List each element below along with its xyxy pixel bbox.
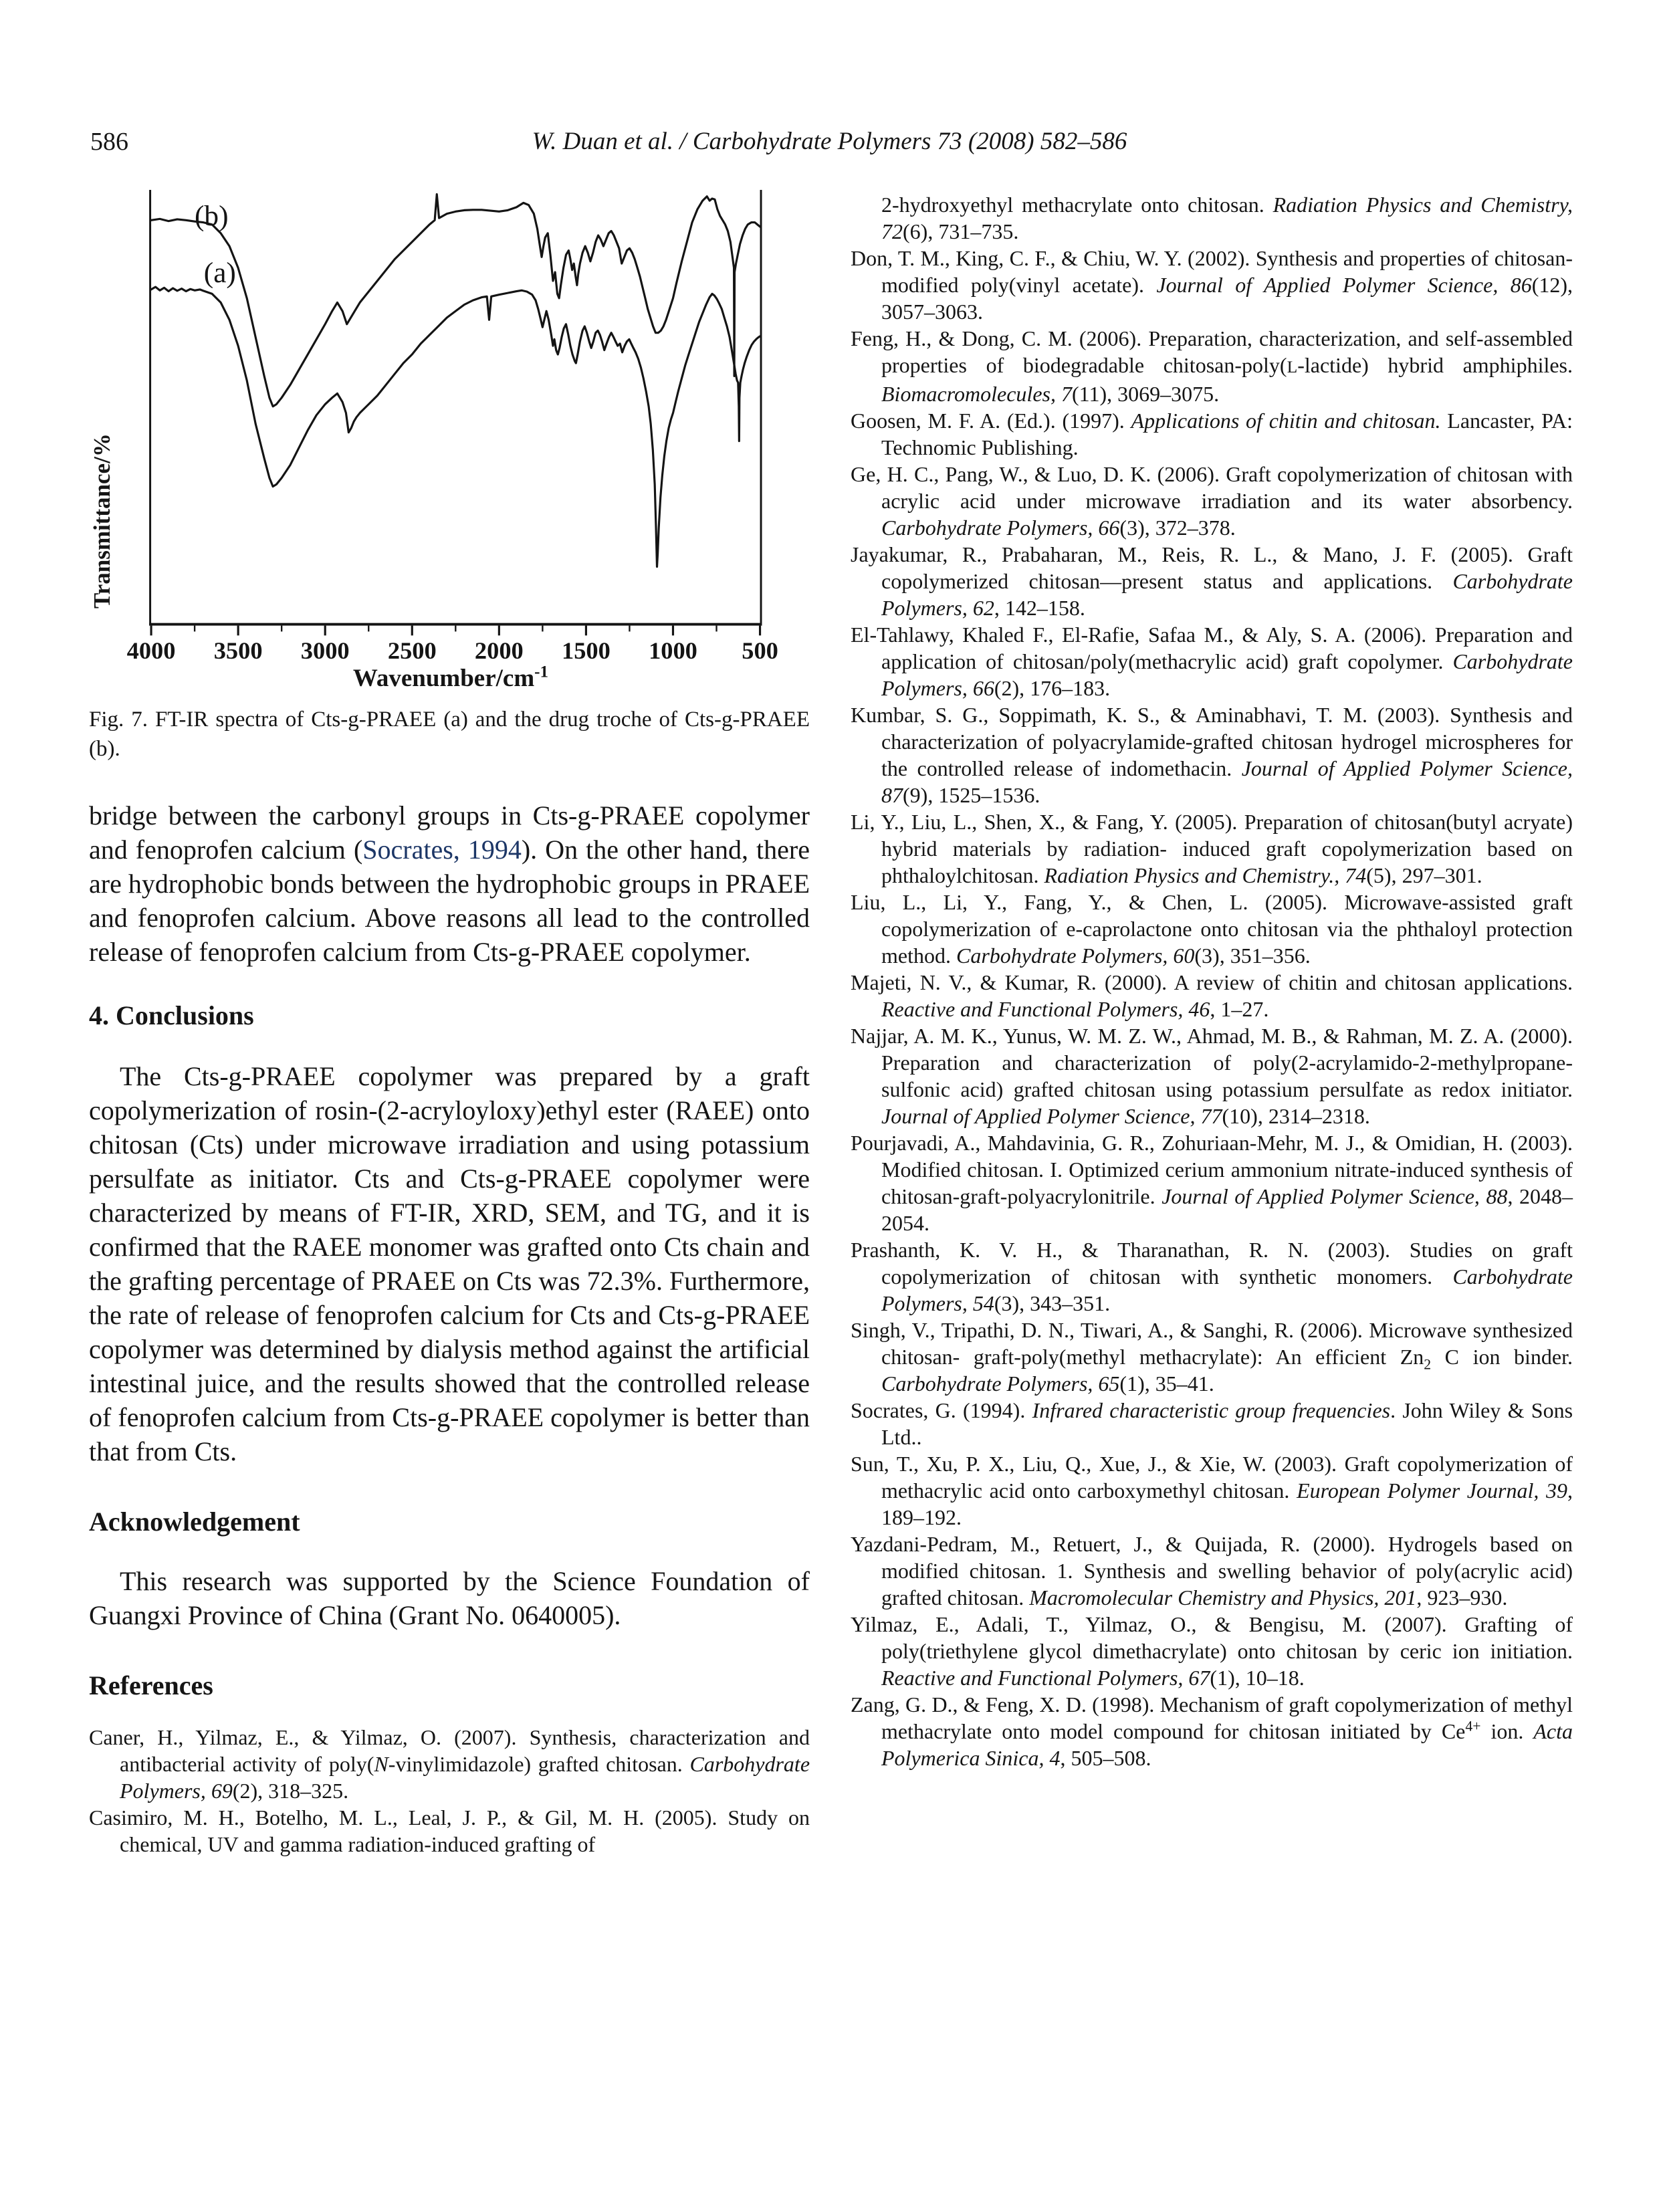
reference-entry: 2-hydroxyethyl methacrylate onto chitosan. Radiation Physics and Chemistry, 72(6), 731–735. (881, 193, 1573, 243)
reference-entry: Pourjavadi, A., Mahdavinia, G. R., Zohuriaan-Mehr, M. J., & Omidian, H. (2003). Modified chitosan. I. Optimized cerium ammonium nitrate-induced synthesis of chitosan-graft-polyacrylonitrile. Journal of Applied Polymer Science, 88, 2048–2054. (851, 1131, 1573, 1235)
x-tick-label: 500 (742, 637, 778, 664)
reference-entry: Goosen, M. F. A. (Ed.). (1997). Applications of chitin and chitosan. Lancaster, PA: Technomic Publishing. (851, 409, 1573, 459)
spectrum-curve (151, 287, 760, 566)
reference-entry: Socrates, G. (1994). Infrared characteristic group frequencies. John Wiley & Sons Ltd.. (851, 1398, 1573, 1449)
figure-caption: Fig. 7. FT-IR spectra of Cts-g-PRAEE (a) and the drug troche of Cts-g-PRAEE (b). (89, 707, 810, 761)
x-tick-label: 3000 (300, 637, 350, 664)
body-paragraph: bridge between the carbonyl groups in Cts-g-PRAEE copolymer and fenoprofen calcium (Socrates, 1994). On the other hand, there are hydrophobic bonds between the hydrophobic groups in PRAEE and fenoprofen calcium. Above reasons all lead to the controlled release of fenoprofen calcium from Cts-g-PRAEE copolymer. (89, 800, 810, 967)
reference-entry: El-Tahlawy, Khaled F., El-Rafie, Safaa M., & Aly, S. A. (2006). Preparation and application of chitosan/poly(methacrylic acid) graft copolymer. Carbohydrate Polymers, 66(2), 176–183. (851, 623, 1573, 700)
reference-entry: Casimiro, M. H., Botelho, M. L., Leal, J. P., & Gil, M. H. (2005). Study on chemical, UV and gamma radiation-induced grafting of (89, 1805, 810, 1856)
x-tick-label: 1000 (649, 637, 697, 664)
reference-entry: Zang, G. D., & Feng, X. D. (1998). Mechanism of graft copolymerization of methyl methacrylate onto model compound for chitosan initiated by $Ce^{4+}$ ion. Acta Polymerica Sinica, 4, 505–508. (851, 1692, 1573, 1770)
reference-entry: Majeti, N. V., & Kumar, R. (2000). A review of chitin and chitosan applications. Reactive and Functional Polymers, 46, 1–27. (851, 970, 1573, 1021)
x-tick-label: 2500 (387, 637, 437, 664)
citation-link[interactable]: Socrates, 1994 (362, 834, 522, 865)
panel-label-b: (b) (195, 200, 229, 233)
running-head: W. Duan et al. / Carbohydrate Polymers 73 (2008) 582–586 (532, 128, 1127, 155)
reference-entry: Li, Y., Liu, L., Shen, X., & Fang, Y. (2005). Preparation of chitosan(butyl acryate) hybrid materials by radiation- induced graft copolymerization based on phthaloylchitosan. Radiation Physics and Chemistry., 74(5), 297–301. (851, 810, 1573, 887)
reference-entry: Ge, H. C., Pang, W., & Luo, D. K. (2006). Graft copolymerization of chitosan with acrylic acid under microwave irradiation and its water absorbency. Carbohydrate Polymers, 66(3), 372–378. (851, 462, 1573, 540)
reference-entry: Feng, H., & Dong, C. M. (2006). Preparation, characterization, and self-assembled properties of biodegradable chitosan-poly(L-lactide) hybrid amphiphiles. Biomacromolecules, 7(11), 3069–3075. (851, 326, 1573, 406)
section-heading-references: References (89, 1670, 213, 1700)
ftir-plot (112, 189, 783, 664)
references-list-left (89, 1724, 810, 1858)
references-list-right (851, 191, 1573, 1771)
conclusions-paragraph: The Cts-g-PRAEE copolymer was prepared by a graft copolymerization of rosin-(2-acryloyloxy)ethyl ester (RAEE) onto chitosan (Cts) under microwave irradiation and using potassium persulfate as initiator. Cts and Cts-g-PRAEE copolymer were characterized by means of FT-IR, XRD, SEM, and TG, and it is confirmed that the RAEE monomer was grafted onto Cts chain and the grafting percentage of PRAEE on Cts was 72.3%. Furthermore, the rate of release of fenoprofen calcium for Cts and Cts-g-PRAEE copolymer was determined by dialysis method against the artificial intestinal juice, and the results showed that the controlled release of fenoprofen calcium from Cts-g-PRAEE copolymer is better than that from Cts. (89, 1061, 810, 1466)
reference-entry: Najjar, A. M. K., Yunus, W. M. Z. W., Ahmad, M. B., & Rahman, M. Z. A. (2000). Preparation and characterization of poly(2-acrylamido-2-methylpropane-sulfonic acid) grafted chitosan using potassium persulfate as redox initiator. Journal of Applied Polymer Science, 77(10), 2314–2318. (851, 1024, 1573, 1128)
reference-entry: Sun, T., Xu, P. X., Liu, Q., Xue, J., & Xie, W. (2003). Graft copolymerization of methacrylic acid onto carboxymethyl chitosan. European Polymer Journal, 39, 189–192. (851, 1452, 1573, 1529)
reference-entry: Liu, L., Li, Y., Fang, Y., & Chen, L. (2005). Microwave-assisted graft copolymerization of e-caprolactone onto chitosan via the phthaloyl protection method. Carbohydrate Polymers, 60(3), 351–356. (851, 890, 1573, 968)
reference-entry: Kumbar, S. G., Soppimath, K. S., & Aminabhavi, T. M. (2003). Synthesis and characterization of polyacrylamide-grafted chitosan hydrogel microspheres for the controlled release of indomethacin. Journal of Applied Polymer Science, 87(9), 1525–1536. (851, 703, 1573, 807)
reference-entry: Yazdani-Pedram, M., Retuert, J., & Quijada, R. (2000). Hydrogels based on modified chitosan. 1. Synthesis and swelling behavior of poly(acrylic acid) grafted chitosan. Macromolecular Chemistry and Physics, 201, 923–930. (851, 1532, 1573, 1610)
x-tick-label: 1500 (562, 637, 611, 664)
section-heading-acknowledgement: Acknowledgement (89, 1506, 300, 1537)
x-tick-label: 2000 (474, 637, 524, 664)
reference-entry: Don, T. M., King, C. F., & Chiu, W. Y. (2002). Synthesis and properties of chitosan-modified poly(vinyl acetate). Journal of Applied Polymer Science, 86(12), 3057–3063. (851, 246, 1573, 324)
page-number: 586 (90, 128, 128, 156)
reference-entry: Singh, V., Tripathi, D. N., Tiwari, A., & Sanghi, R. (2006). Microwave synthesized chitosan- graft-poly(methyl methacrylate): An efficient $Zn_2$ C ion binder. Carbohydrate Polymers, 65(1), 35–41. (851, 1318, 1573, 1396)
x-tick-label: 3500 (213, 637, 263, 664)
reference-entry: Jayakumar, R., Prabaharan, M., Reis, R. L., & Mano, J. F. (2005). Graft copolymerized chitosan—present status and applications. Carbohydrate Polymers, 62, 142–158. (851, 542, 1573, 620)
y-axis-label: Transmittance/% (89, 433, 115, 609)
spectrum-curve (151, 194, 760, 406)
left-column (89, 186, 810, 1858)
x-axis-label: Wavenumber/$cm^{-1}$ (352, 663, 549, 692)
figure-ftir (89, 189, 810, 693)
reference-entry: Yilmaz, E., Adali, T., Yilmaz, O., & Bengisu, M. (2007). Grafting of poly(triethylene glycol dimethacrylate) onto chitosan by ceric ion initiation. Reactive and Functional Polymers, 67(1), 10–18. (851, 1612, 1573, 1690)
reference-entry: Prashanth, K. V. H., & Tharanathan, R. N. (2003). Studies on graft copolymerization of chitosan with synthetic monomers. Carbohydrate Polymers, 54(3), 343–351. (851, 1238, 1573, 1315)
right-column (851, 186, 1573, 1771)
x-tick-label: 4000 (126, 637, 176, 664)
panel-label-a: (a) (203, 256, 236, 289)
section-heading-conclusions: 4. Conclusions (89, 1000, 254, 1030)
reference-entry: Caner, H., Yilmaz, E., & Yilmaz, O. (2007). Synthesis, characterization and antibacterial activity of poly(N-vinylimidazole) grafted chitosan. Carbohydrate Polymers, 69(2), 318–325. (89, 1725, 810, 1803)
acknowledgement-paragraph: This research was supported by the Science Foundation of Guangxi Province of China (Grant No. 0640005). (89, 1565, 810, 1630)
